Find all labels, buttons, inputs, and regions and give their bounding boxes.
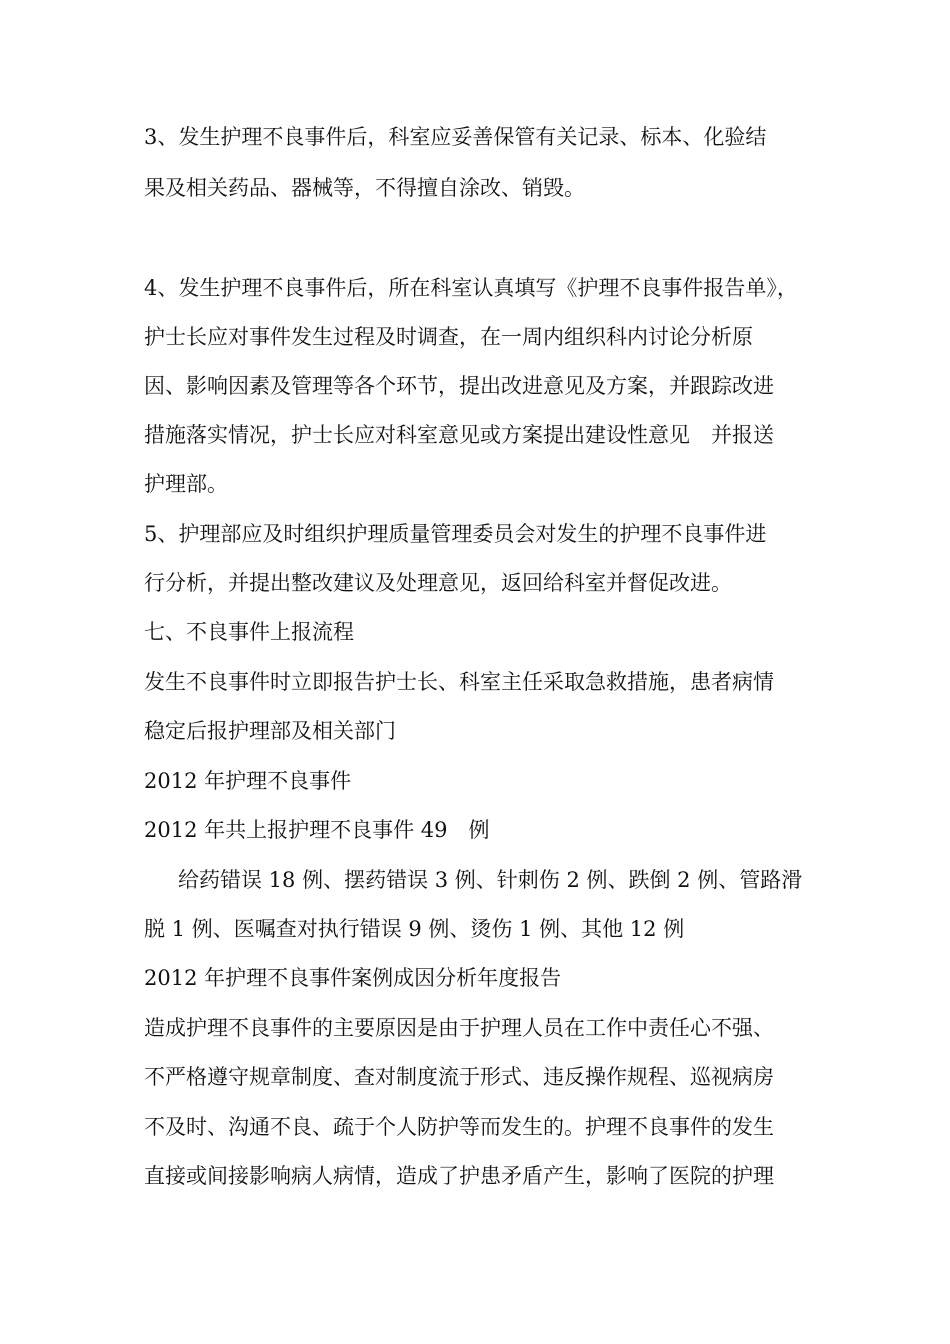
analysis-line-3: 不及时、沟通不良、疏于个人防护等而发生的。护理不良事件的发生 bbox=[144, 1115, 774, 1139]
section-heading-reporting-process: 七、不良事件上报流程 bbox=[144, 620, 354, 644]
analysis-line-2: 不严格遵守规章制度、查对制度流于形式、违反操作规程、巡视病房 bbox=[144, 1065, 774, 1089]
year-title: 2012 年护理不良事件 bbox=[144, 769, 352, 793]
paragraph-3-line-1: 3、发生护理不良事件后，科室应妥善保管有关记录、标本、化验结 bbox=[144, 125, 767, 149]
process-text-line-1: 发生不良事件时立即报告护士长、科室主任采取急救措施，患者病情 bbox=[144, 670, 774, 694]
paragraph-4-line-1: 4、发生护理不良事件后，所在科室认真填写《护理不良事件报告单》， bbox=[144, 276, 798, 300]
paragraph-5-line-1: 5、护理部应及时组织护理质量管理委员会对发生的护理不良事件进 bbox=[144, 522, 767, 546]
analysis-report-title: 2012 年护理不良事件案例成因分析年度报告 bbox=[144, 966, 562, 990]
paragraph-3-line-2: 果及相关药品、器械等，不得擅自涂改、销毁。 bbox=[144, 176, 585, 200]
incident-breakdown-line-2: 脱 1 例、医嘱查对执行错误 9 例、烫伤 1 例、其他 12 例 bbox=[144, 917, 685, 941]
analysis-line-1: 造成护理不良事件的主要原因是由于护理人员在工作中责任心不强、 bbox=[144, 1016, 774, 1040]
analysis-line-4: 直接或间接影响病人病情，造成了护患矛盾产生，影响了医院的护理 bbox=[144, 1164, 774, 1188]
paragraph-4-line-2: 护士长应对事件发生过程及时调查，在一周内组织科内讨论分析原 bbox=[144, 325, 753, 349]
process-text-line-2: 稳定后报护理部及相关部门 bbox=[144, 719, 396, 743]
paragraph-4-line-4: 措施落实情况，护士长应对科室意见或方案提出建设性意见 并报送 bbox=[144, 423, 774, 447]
incident-breakdown-line-1: 给药错误 18 例、摆药错误 3 例、针刺伤 2 例、跌倒 2 例、管路滑 bbox=[178, 868, 803, 892]
paragraph-4-line-3: 因、影响因素及管理等各个环节，提出改进意见及方案，并跟踪改进 bbox=[144, 374, 774, 398]
paragraph-4-line-5: 护理部。 bbox=[144, 472, 228, 496]
year-total: 2012 年共上报护理不良事件 49 例 bbox=[144, 818, 490, 842]
paragraph-5-line-2: 行分析，并提出整改建议及处理意见，返回给科室并督促改进。 bbox=[144, 571, 732, 595]
